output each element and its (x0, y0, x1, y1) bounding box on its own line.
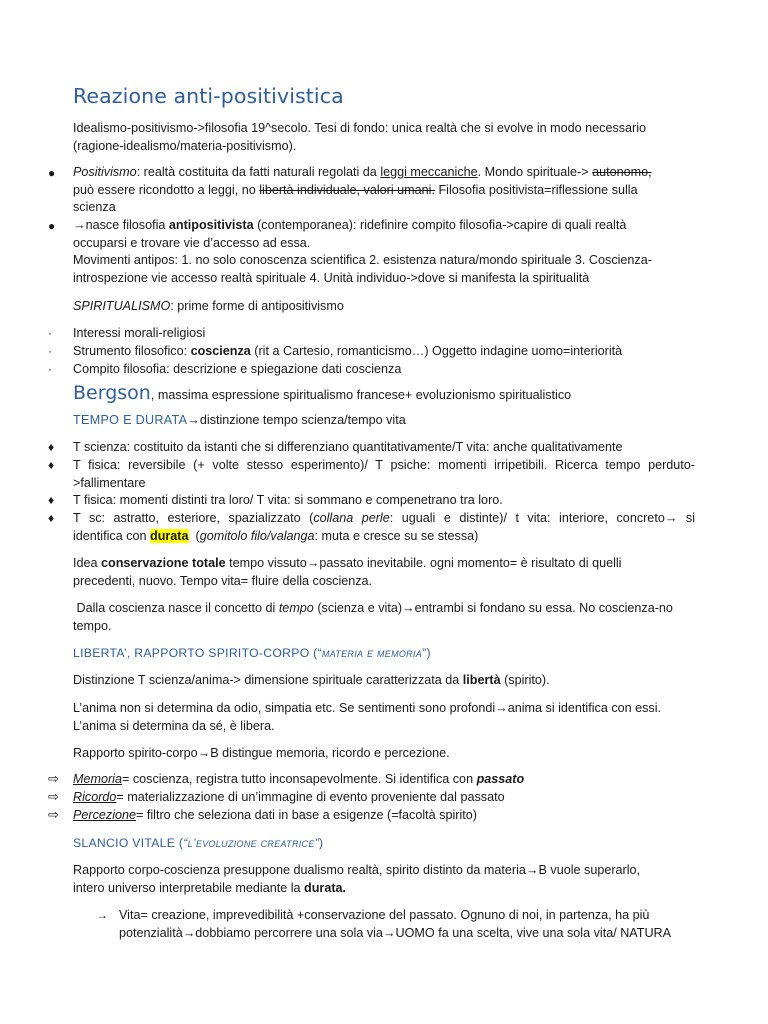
list-item: T scienza: costituito da istanti che si differenziano quantitativamente/T vita: anche qualitativamente (73, 440, 623, 454)
text-span: →distinzione tempo scienza/tempo vita (187, 413, 406, 427)
list-item (73, 343, 695, 361)
list-item: Interessi morali-religiosi (73, 326, 206, 340)
distinzione-paragraph (73, 672, 695, 690)
bullet-diamond-icon: ♦ (48, 458, 55, 472)
intro-line-2: (ragione-idealismo/materia-positivismo). (73, 138, 297, 153)
autonomo-strike: autonomo, (592, 165, 652, 179)
spiritualismo-term: SPIRITUALISMO (73, 299, 171, 313)
text-span: identifica con (73, 528, 151, 543)
hollow-arrow-icon: ⇨ (48, 771, 59, 786)
evoluzione-title: “l’evoluzione creatrice” (183, 836, 319, 850)
ricordo-term: Ricordo (73, 790, 117, 804)
text-span: , massima espressione spiritualismo francese+ evoluzionismo spiritualistico (150, 388, 572, 402)
text-span: Dalla coscienza nasce il concetto di (73, 601, 279, 615)
text-line: tempo. (73, 618, 112, 633)
text-line: L’anima non si determina da odio, simpatia etc. Se sentimenti sono profondi→anima si identifica con essi. (73, 701, 662, 715)
leggi-meccaniche: leggi meccaniche (380, 165, 478, 179)
text-line: Rapporto corpo-coscienza presuppone dualismo realtà, spirito distinto da materia→B vuole superarlo, (73, 863, 641, 877)
page-title: Reazione anti-positivistica (73, 84, 344, 108)
text-span: Idea (73, 556, 102, 570)
list-item: T fisica: momenti distinti tra loro/ T vita: si sommano e compenetrano tra loro. (73, 493, 503, 507)
tempo-durata-heading (73, 412, 695, 430)
positivismo-term: Positivismo (73, 165, 137, 179)
text-span: : prime forme di antipositivismo (170, 299, 344, 313)
text-span: (rit a Cartesio, romanticismo…) Oggetto indagine uomo=interiorità (250, 344, 623, 358)
text-span: = filtro che seleziona dati in base a esigenze (=facoltà spirito) (136, 808, 477, 822)
bergson-name: Bergson (73, 382, 151, 404)
text-span: (scienza e vita)→entrambi si fondano su essa. No coscienza-no (313, 601, 673, 615)
liberta-term: libertà (462, 673, 501, 687)
positivismo-paragraph (73, 164, 695, 217)
list-item (73, 807, 695, 825)
text-line: precedenti, nuovo. Tempo vita= fluire della coscienza. (73, 573, 373, 588)
gomitolo-term: gomitolo filo/valanga (199, 528, 315, 543)
list-item (73, 510, 695, 545)
tempo-durata-label: TEMPO E DURATA (73, 413, 188, 427)
intro-paragraph (73, 120, 695, 155)
text-line: occuparsi e trovare vie d’accesso ad essa. (73, 235, 311, 250)
list-item (73, 457, 695, 492)
slancio-paragraph (73, 862, 695, 897)
text-span: tempo vissuto→passato inevitabile. ogni momento= è risultato di quelli (225, 556, 622, 570)
idea-paragraph (73, 555, 695, 590)
slancio-heading (73, 836, 323, 850)
percezione-term: Percezione (73, 808, 137, 822)
hollow-arrow-icon: ⇨ (48, 807, 59, 822)
list-item (73, 771, 695, 789)
text-line: >fallimentare (73, 475, 146, 490)
text-span: Filosofia positivista=riflessione sulla (434, 182, 638, 197)
text-line: Vita= creazione, imprevedibilità +conservazione del passato. Ognuno di noi, in partenza, ha più (119, 908, 650, 922)
text-span: = coscienza, registra tutto inconsapevolmente. Si identifica con (122, 772, 477, 786)
rapporto-paragraph: Rapporto spirito-corpo→B distingue memoria, ricordo e percezione. (73, 746, 450, 760)
antipositivista-term: antipositivista (168, 218, 254, 232)
text-line: L’anima si determina da sé, è libera. (73, 718, 275, 733)
text-span: : realtà costituita da fatti naturali regolati da (136, 165, 381, 179)
text-span: : muta e cresce su se stessa) (314, 528, 479, 543)
text-span: . Mondo spirituale-> (477, 165, 593, 179)
hollow-arrow-icon: ⇨ (48, 789, 59, 804)
list-item: Compito filosofia: descrizione e spiegazione dati coscienza (73, 362, 402, 376)
bullet-mid-icon: · (48, 344, 52, 358)
dalla-coscienza-paragraph (73, 600, 695, 635)
text-span: può essere ricondotto a leggi, no (73, 182, 260, 197)
text-span: ( (188, 528, 200, 543)
durata-highlight: durata (150, 528, 189, 543)
tempo-term: tempo (278, 601, 314, 615)
text-line: T fisica: reversibile (+ volte stesso esperimento)/ T psiche: momenti irripetibili. Ricerca tempo perduto- (73, 458, 695, 472)
vita-paragraph (119, 907, 699, 942)
text-span: (spirito). (500, 673, 550, 687)
bullet-diamond-icon: ♦ (48, 493, 55, 507)
coscienza-term: coscienza (190, 344, 251, 358)
text-line: introspezione vie accesso realtà spirituale 4. Unità individuo->dove si manifesta la spiritualità (73, 270, 590, 285)
liberta-strike: libertà individuale, valori umani. (259, 182, 435, 197)
passato-term: passato (476, 772, 525, 786)
bullet-diamond-icon: ♦ (48, 440, 55, 454)
bullet-dot-icon: ● (48, 219, 56, 233)
antipositivismo-paragraph (73, 217, 695, 287)
text-span: ) (319, 836, 324, 850)
text-line: Movimenti antipos: 1. no solo conoscenza scientifica 2. esistenza natura/mondo spirituale 3. Coscienza- (73, 253, 652, 268)
anima-paragraph (73, 700, 695, 735)
materia-memoria-title: materia e memoria (321, 646, 423, 660)
text-line: scienza (73, 200, 116, 215)
bullet-diamond-icon: ♦ (48, 511, 55, 525)
text-span: Distinzione T scienza/anima-> dimensione spirituale caratterizzata da (73, 673, 463, 687)
text-span: ”) (422, 646, 431, 660)
conservazione-term: conservazione totale (101, 556, 226, 570)
durata-term: durata. (304, 880, 347, 895)
list-item (73, 789, 695, 807)
memoria-term: Memoria (73, 772, 122, 786)
text-span: Strumento filosofico: (73, 344, 191, 358)
text-span: : uguali e distinte)/ t vita: interiore, concreto→ si (389, 511, 696, 525)
bullet-mid-icon: · (48, 326, 52, 340)
bullet-dot-icon: ● (48, 166, 56, 180)
text-span: →nasce filosofia (73, 218, 169, 232)
collana-perle: collana perle (313, 511, 390, 525)
spiritualismo-paragraph (73, 298, 695, 316)
text-span: SLANCIO VITALE ( (73, 836, 184, 850)
text-line: potenzialità→dobbiamo percorrere una sola via→UOMO fa una scelta, vive una sola vita/ NATURA (119, 925, 672, 940)
liberta-heading (73, 646, 431, 660)
text-span: T sc: astratto, esteriore, spazializzato ( (73, 511, 314, 525)
text-span: (contemporanea): ridefinire compito filosofia->capire di quali realtà (253, 218, 627, 232)
text-span: LIBERTA’, RAPPORTO SPIRITO-CORPO (“ (73, 646, 322, 660)
arrow-icon: → (96, 908, 108, 922)
bullet-mid-icon: · (48, 362, 52, 376)
intro-line-1: Idealismo-positivismo->filosofia 19^secolo. Tesi di fondo: unica realtà che si evolve in modo necessario (73, 121, 647, 135)
bergson-heading (73, 382, 695, 405)
text-span: intero universo interpretabile mediante la (73, 880, 305, 895)
text-span: = materializzazione di un’immagine di evento proveniente dal passato (116, 790, 505, 804)
